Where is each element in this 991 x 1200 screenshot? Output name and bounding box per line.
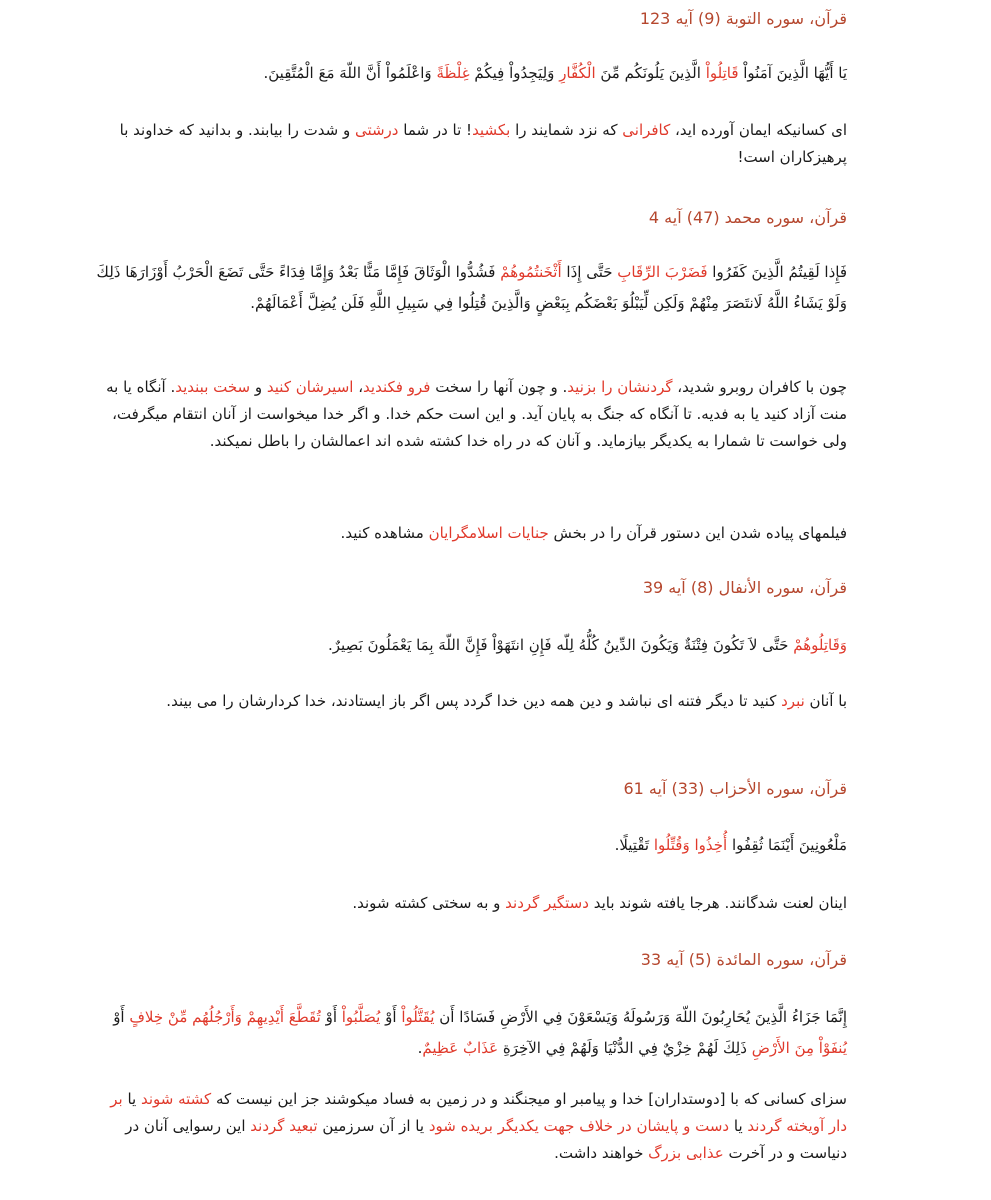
highlighted-phrase: تُقَطَّعَ أَيْدِيهِمْ وَأَرْجُلُهُم مِّنْ خِلافٍ (129, 1008, 321, 1026)
text-segment: ، (353, 378, 364, 396)
highlighted-phrase: فَضَرْبَ الرِّقَابِ (617, 263, 708, 281)
text-segment: أَوْ (380, 1008, 402, 1026)
highlighted-phrase: يُنفَوْاْ مِنَ الأَرْضِ (751, 1039, 847, 1057)
arabic-verse (96, 1002, 847, 1064)
persian-translation (96, 374, 847, 455)
section-heading: قرآن، سوره محمد (47) آیه 4 (648, 208, 847, 227)
text-segment: الَّذِينَ يَلُونَكُم مِّنَ (595, 64, 706, 82)
text-segment: . و چون آنها را سخت (430, 378, 568, 396)
text-segment: أَوْ (320, 1008, 342, 1026)
highlighted-phrase: أَثْخَنتُمُوهُمْ (500, 263, 562, 281)
highlighted-phrase: قَاتِلُواْ (705, 64, 739, 82)
highlighted-phrase: وَقَاتِلُوهُمْ (793, 636, 847, 654)
text-segment: تَقْتِيلًا. (614, 836, 654, 854)
text-segment: و شدت را بیابند. و بدانید که خداوند با پرهیزکاران است! (119, 121, 847, 166)
text-segment: يَا أَيُّهَا الَّذِينَ آمَنُواْ (738, 64, 847, 82)
text-segment: که نزد شمایند را (510, 121, 623, 139)
text-segment: فَإِذا لَقِيتُمُ الَّذِينَ كَفَرُوا (707, 263, 847, 281)
highlighted-phrase: دست و پایشان در خلاف جهت یکدیگر بریده شود (428, 1117, 730, 1135)
text-segment: إِنَّمَا جَزَاءُ الَّذِينَ يُحَارِبُونَ اللّهَ وَرَسُولَهُ وَيَسْعَوْنَ فِي الأَرْضِ فَسَادًا أَن (434, 1008, 847, 1026)
highlighted-phrase: درشتی (354, 121, 399, 139)
arabic-verse (96, 257, 847, 319)
highlighted-phrase: گردنشان را بزنید (567, 378, 673, 396)
highlighted-phrase: يُصَلَّبُواْ (341, 1008, 381, 1026)
text-segment: أَوْ (113, 1008, 130, 1026)
text-segment: . (417, 1039, 423, 1057)
text-segment: حَتَّى إِذَا (561, 263, 618, 281)
text-segment: وَلِيَجِدُواْ فِيكُمْ (469, 64, 560, 82)
highlighted-phrase: سخت ببندید (175, 378, 251, 396)
text-segment: ذَلِكَ لَهُمْ خِزْيٌ فِي الدُّنْيَا وَلَهُمْ فِي الآخِرَةِ (498, 1039, 752, 1057)
highlighted-phrase: بر دار آویخته گردند (110, 1090, 847, 1135)
text-segment: ای کسانیکه ایمان آورده اید، (670, 121, 847, 139)
text-segment: و به سختی کشته شوند. (352, 894, 506, 912)
text-segment: مَلْعُونِينَ أَيْنَمَا ثُقِفُوا (727, 836, 847, 854)
text-segment: این رسوایی آنان در دنیاست و در آخرت (125, 1117, 847, 1162)
text-segment: حَتَّى لاَ تَكُونَ فِتْنَةٌ وَيَكُونَ الدِّينُ كُلُّهُ لِلّه فَإِنِ انتَهَوْاْ فَإِنَّ اللّهَ بِمَا يَعْمَلُونَ بَصِيرٌ. (328, 636, 794, 654)
persian-translation (96, 1086, 847, 1167)
section-heading: قرآن، سوره الأنفال (8) آیه 39 (642, 578, 847, 597)
highlighted-phrase: اسیرشان کنید (266, 378, 354, 396)
section-heading: قرآن، سوره المائدة (5) آیه 33 (640, 950, 847, 969)
highlighted-phrase: عَذَابٌ عَظِيمٌ (422, 1039, 499, 1057)
text-segment: فَشُدُّوا الْوَثَاقَ فَإِمَّا مَنًّا بَعْدُ وَإِمَّا فِدَاءً حَتَّى تَضَعَ الْحَرْبُ أَوْزَارَهَا ذَلِكَ وَلَوْ يَشَاءُ اللَّهُ لَانتَصَرَ مِنْهُمْ وَلَكِن لِّيَبْلُوَ بَعْضَكُم بِبَعْضٍ وَالَّذِينَ قُتِلُوا فِي سَبِيلِ اللَّهِ فَلَن يُضِلَّ أَعْمَالَهُمْ. (96, 263, 847, 312)
highlighted-phrase: غِلْظَةً (436, 64, 470, 82)
highlighted-phrase: يُقَتَّلُواْ (401, 1008, 435, 1026)
highlighted-phrase: بکشید (472, 121, 511, 139)
text-segment: مشاهده کنید. (340, 524, 429, 542)
text-segment: چون با کافران روبرو شدید، (672, 378, 847, 396)
highlighted-phrase: دستگیر گردند (505, 894, 589, 912)
text-segment: و (250, 378, 267, 396)
text-segment: خواهند داشت. (554, 1144, 649, 1162)
text-segment: یا (122, 1090, 141, 1108)
highlighted-phrase: کافرانی (622, 121, 671, 139)
highlighted-phrase: عذابی بزرگ (648, 1144, 724, 1162)
highlighted-phrase: أُخِذُوا وَقُتِّلُوا (653, 836, 728, 854)
text-segment: فیلمهای پیاده شدن این دستور قرآن را در بخش (548, 524, 847, 542)
text-segment: . آنگاه یا به منت آزاد کنید یا به فدیه. تا آنگاه که جنگ به پایان آید. و این است حکم خدا. و اگر خدا میخواست از آنان انتقام میگرفت، ولی خواست تا شمارا به یکدیگر بیازماید. و آنان که در راه خدا کشته شده اند اعمالشان را باطل نمیکند. (106, 378, 847, 450)
text-segment: یا (729, 1117, 748, 1135)
text-segment: اینان لعنت شدگانند. هرجا یافته شوند باید (588, 894, 847, 912)
persian-translation (96, 890, 847, 917)
section-heading: قرآن، سوره التوبة (9) آیه 123 (639, 9, 847, 28)
highlighted-phrase: جنایات اسلامگرایان (428, 524, 549, 542)
text-segment: ! تا در شما (398, 121, 473, 139)
highlighted-phrase: الْكُفَّارِ (559, 64, 596, 82)
persian-translation (96, 688, 847, 715)
section-heading: قرآن، سوره الأحزاب (33) آیه 61 (623, 779, 847, 798)
text-segment: با آنان (804, 692, 847, 710)
films-note (96, 520, 847, 547)
persian-translation (96, 117, 847, 171)
highlighted-phrase: نبرد (781, 692, 805, 710)
highlighted-phrase: کشته شوند (140, 1090, 212, 1108)
arabic-verse (96, 58, 847, 89)
text-segment: کنید تا دیگر فتنه ای نباشد و دین همه دین خدا گردد پس اگر باز ایستادند، خدا کردارشان را می بیند. (166, 692, 782, 710)
text-segment: سزای کسانی که با [دوستداران] خدا و پیامبر او میجنگند و در زمین به فساد میکوشند جز این نیست که (211, 1090, 847, 1108)
arabic-verse (96, 830, 847, 861)
text-segment: وَاعْلَمُواْ أَنَّ اللّهَ مَعَ الْمُتَّقِينَ. (263, 64, 437, 82)
arabic-verse (96, 630, 847, 661)
highlighted-phrase: فرو فکندید (363, 378, 431, 396)
text-segment: یا از آن سرزمین (317, 1117, 429, 1135)
highlighted-phrase: تبعید گردند (250, 1117, 318, 1135)
